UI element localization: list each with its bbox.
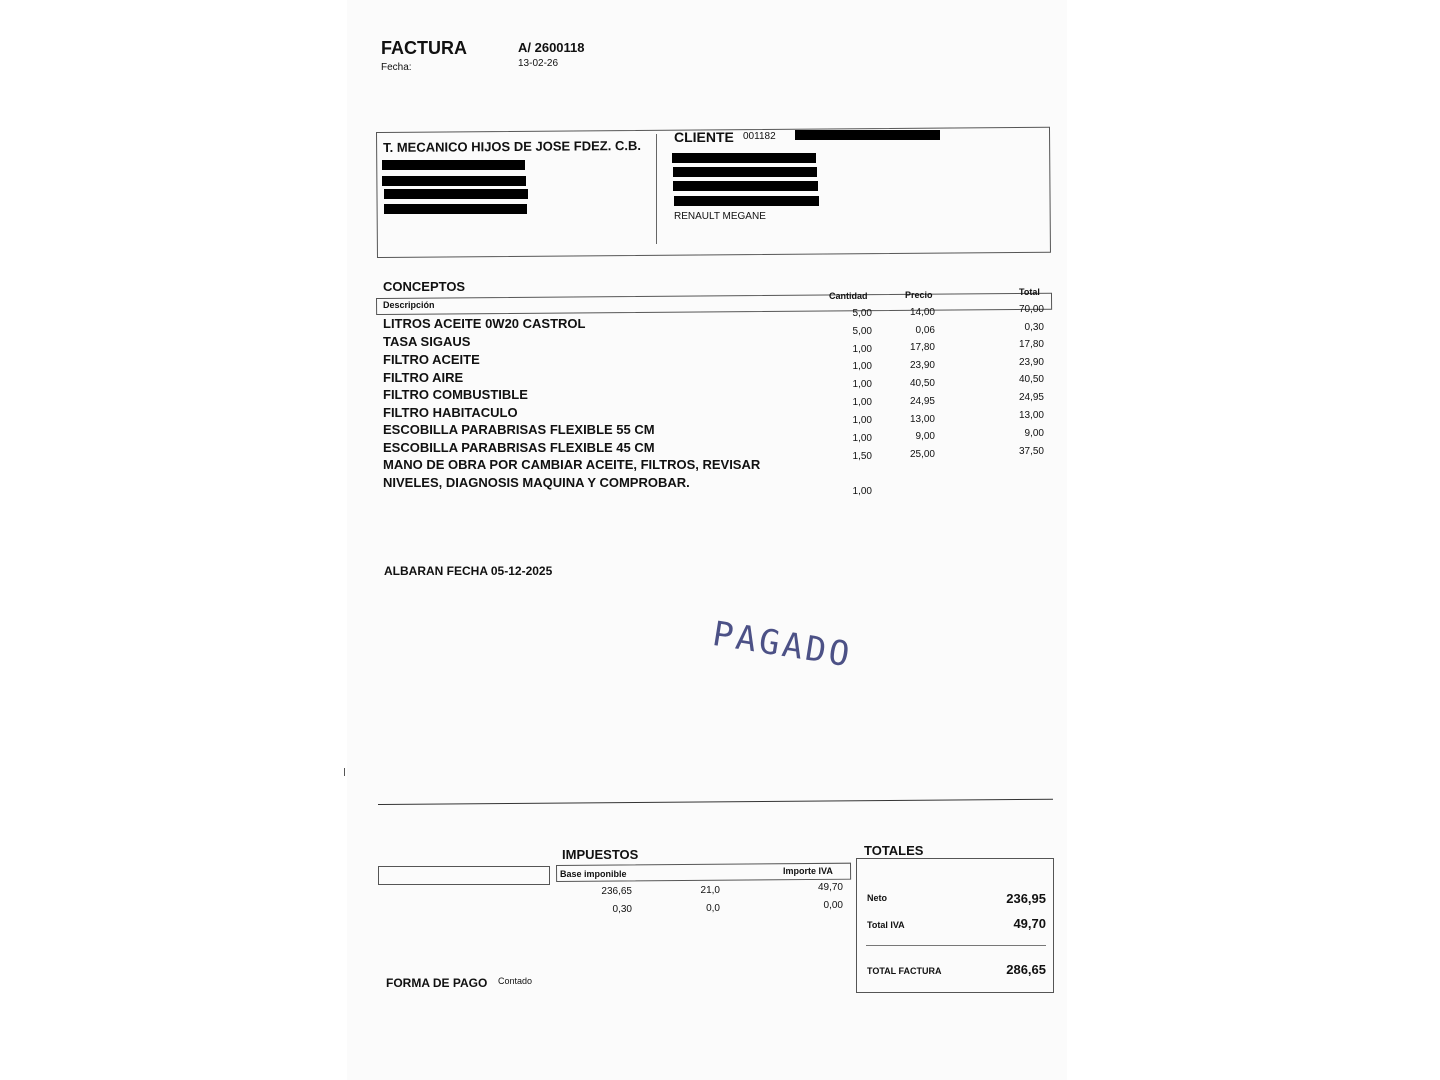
item-description: MANO DE OBRA POR CAMBIAR ACEITE, FILTROS, REVISAR [383,457,761,472]
tax-empty-box [378,866,550,885]
client-vehicle: RENAULT MEGANE [674,211,766,222]
client-label: CLIENTE [674,129,734,145]
redaction-bar [384,189,528,199]
item-total: 70,00 [1018,304,1044,315]
totals-title: TOTALES [864,843,924,858]
item-description: FILTRO ACEITE [383,352,480,367]
tax-base: 0,30 [612,904,632,915]
concepts-title: CONCEPTOS [383,279,466,294]
tax-amount: 49,70 [817,882,843,893]
item-quantity: 1,00 [852,379,872,390]
item-price: 24,95 [909,396,935,407]
item-quantity: 1,00 [852,433,872,444]
item-price: 40,50 [909,378,935,389]
item-price: 13,00 [909,414,935,425]
item-total: 9,00 [1024,428,1044,439]
redaction-bar [382,160,525,170]
invoice-number: A/ 2600118 [518,40,585,55]
item-description: LITROS ACEITE 0W20 CASTROL [383,316,586,331]
redaction-bar [674,196,819,206]
item-description: NIVELES, DIAGNOSIS MAQUINA Y COMPROBAR. [383,475,690,490]
header-description: Descripción [383,300,435,310]
item-quantity: 1,00 [852,344,872,355]
payment-value: Contado [498,976,533,986]
iva-label: Total IVA [867,920,905,930]
item-total: 17,80 [1018,339,1044,350]
scan-mark [344,768,345,776]
item-total: 40,50 [1018,374,1044,385]
albaran-date: ALBARAN FECHA 05-12-2025 [384,564,553,578]
redaction-bar [382,176,526,186]
invoice-date: 13-02-26 [518,58,559,69]
tax-base: 236,65 [601,886,632,897]
item-description: TASA SIGAUS [383,334,471,349]
redaction-bar [672,153,816,163]
item-quantity: 1,00 [852,361,872,372]
redaction-bar [673,181,818,191]
total-invoice-value: 286,65 [1006,962,1046,977]
item-description: FILTRO COMBUSTIBLE [383,387,528,402]
item-total: 24,95 [1018,392,1044,403]
invoice-title: FACTURA [381,38,467,58]
redaction-bar [384,204,527,214]
totals-divider [866,945,1046,946]
item-quantity: 5,00 [852,308,872,319]
item-quantity: 1,00 [852,486,872,497]
item-description: FILTRO HABITACULO [383,405,518,420]
header-quantity: Cantidad [829,291,868,301]
client-code: 001182 [743,131,776,142]
item-price: 0,06 [915,325,935,336]
paid-stamp: PAGADO [709,614,856,676]
item-quantity: 1,00 [852,415,872,426]
item-total: 0,30 [1024,322,1044,333]
item-description: FILTRO AIRE [383,370,464,385]
box-divider [656,134,657,244]
redaction-bar [795,130,940,140]
item-price: 14,00 [909,307,935,318]
tax-rate: 0,0 [706,903,720,914]
date-label: Fecha: [381,62,412,73]
item-quantity: 1,50 [852,451,872,462]
header-total: Total [1019,287,1040,297]
item-price: 23,90 [909,360,935,371]
header-price: Precio [905,290,933,300]
item-total: 23,90 [1018,357,1044,368]
tax-rate: 21,0 [700,885,720,896]
item-price: 25,00 [909,449,935,460]
item-total: 37,50 [1018,446,1044,457]
item-price: 9,00 [915,431,935,442]
item-description: ESCOBILLA PARABRISAS FLEXIBLE 45 CM [383,440,655,455]
item-price: 17,80 [909,342,935,353]
iva-value: 49,70 [1013,916,1046,931]
taxes-title: IMPUESTOS [562,847,639,862]
neto-label: Neto [867,893,887,903]
tax-header-amount: Importe IVA [783,866,833,876]
issuer-name: T. MECANICO HIJOS DE JOSE FDEZ. C.B. [383,137,641,155]
redaction-bar [673,167,817,177]
item-quantity: 1,00 [852,397,872,408]
payment-label: FORMA DE PAGO [386,976,488,990]
total-invoice-label: TOTAL FACTURA [867,966,942,976]
tax-amount: 0,00 [823,900,843,911]
item-description: ESCOBILLA PARABRISAS FLEXIBLE 55 CM [383,422,655,437]
neto-value: 236,95 [1006,891,1046,906]
item-quantity: 5,00 [852,326,872,337]
item-total: 13,00 [1018,410,1044,421]
tax-header-base: Base imponible [560,869,627,879]
